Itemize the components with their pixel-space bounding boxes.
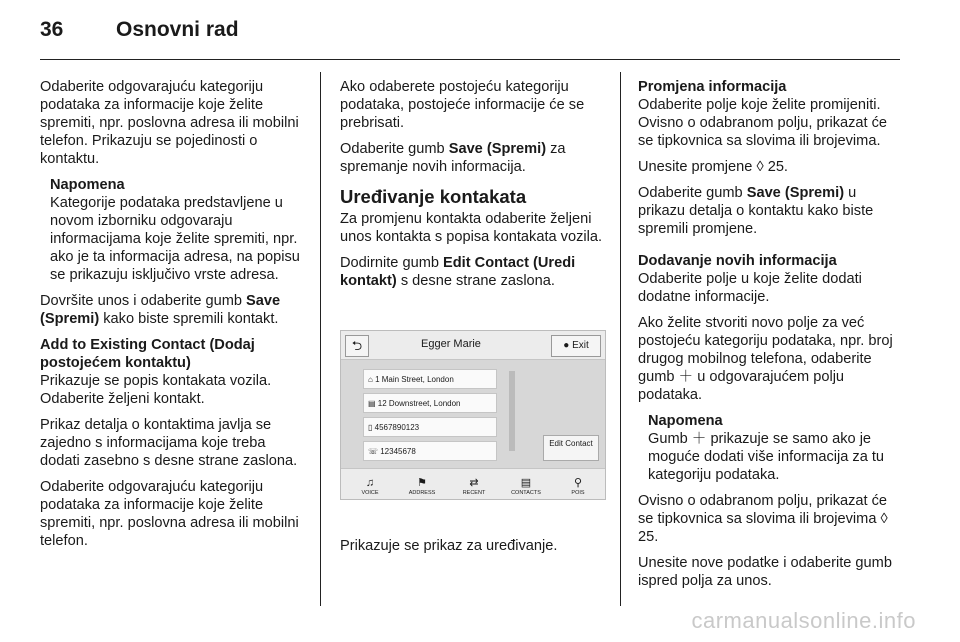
row-label: 12 Downstreet, London [377,399,461,408]
text-run: Dodirnite gumb [340,255,444,271]
contact-row-phone: ☏ 12345678 [363,441,497,461]
recent-icon: ⇄ [469,477,479,489]
exit-label: Exit [572,340,589,351]
page-title: Osnovni rad [116,18,239,41]
note-box [648,412,904,484]
nav-label: VOICE [361,490,379,496]
nav-label: CONTACTS [511,490,541,496]
paragraph [40,292,306,328]
paragraph: Odaberite odgovarajuću kategoriju podataka za informacije koje želite spremiti, npr. poslovna adresa ili mobilni telefon. Prikazuju se pojedinosti o kontaktu. [40,79,299,167]
figure-caption: Prikazuje se prikaz za uređivanje. [340,538,558,554]
note-text: Kategorije podataka predstavljene u novom izborniku odgovaraju informacijama koje želite spremiti, npr. ako je ta informacija adresa, na popisu se prikazuju isključivo vrste adresa. [50,195,300,283]
text-run: Odaberite gumb [638,185,747,201]
column-divider-1 [320,72,321,606]
paragraph [638,184,904,238]
voice-icon: ♫ [365,477,375,489]
column-1 [40,78,306,558]
contact-row-mobile: ▯ 4567890123 [363,417,497,437]
text-run: za spremanje novih informacija. [340,141,566,175]
column-2 [340,78,606,298]
text-run: kako biste spremili kontakt. [99,311,279,327]
paragraph: Prikaz detalja o kontaktima javlja se zajedno s informacijama koje treba dodati zasebno s desne strane zaslona. [40,417,298,469]
screen-top-bar [341,331,605,360]
paragraph: Prikazuje se popis kontakata vozila. Odaberite željeni kontakt. [40,373,272,407]
note-box [50,176,306,284]
poi-icon: ⚲ [573,477,583,489]
text-run: Dovršite unos i odaberite gumb [40,293,247,309]
header-rule [40,59,900,60]
contacts-icon: ▤ [520,477,532,489]
nav-pois [555,477,601,496]
row-label: 1 Main Street, London [375,375,454,384]
text-run: Ovisno o odabranom polju, prikazat će se tipkovnica sa slovima ili brojevima [638,493,888,527]
nav-label: ADDRESS [408,490,436,496]
infotainment-screenshot [340,330,606,500]
paragraph [340,254,606,290]
watermark: carmanualsonline.info [691,608,916,633]
scrollbar [509,371,515,451]
paragraph: Ako odaberete postojeću kategoriju podataka, postojeće informacije će se prebrisati. [340,79,585,131]
paragraph [638,492,904,546]
nav-label: RECENT [462,490,486,496]
screen-nav-bar [341,468,605,499]
note-title: Napomena [50,177,125,193]
paragraph: Odaberite polje u koje želite dodati dodatne informacije. [638,271,862,305]
nav-label: POIS [571,490,585,496]
exit-button: ● Exit [551,335,601,357]
nav-address [399,477,445,496]
row-label: 12345678 [380,447,416,456]
bold-term: Edit Contact (Uredi kontakt) [340,255,576,289]
column-divider-2 [620,72,621,606]
section-title: Uređivanje kontakata [340,186,527,207]
bold-term: Save (Spremi) [40,293,281,327]
row-label: 4567890123 [374,423,420,432]
section-heading: Add to Existing Contact (Dodaj postojećem kontaktu) [40,337,255,371]
nav-recent [451,477,497,496]
contact-row-work-address: ▤ 12 Downstreet, London [363,393,497,413]
text-run: Unesite promjene [638,159,757,175]
paragraph [638,158,904,176]
note-title: Napomena [648,413,723,429]
section-heading: Promjena informacija [638,79,787,95]
nav-contacts [503,477,549,496]
back-arrow-icon: ⮌ [345,335,369,357]
paragraph: Unesite nove podatke i odaberite gumb ispred polja za unos. [638,555,892,589]
edit-contact-button: Edit Contact [543,435,599,461]
page-reference: ◊ 25. [756,159,788,175]
contact-name: Egger Marie [421,338,481,350]
text-run: Odaberite gumb [340,141,449,157]
paragraph: Odaberite polje koje želite promijeniti. Ovisno o odabranom polju, prikazat će se tipkovnica sa slovima ili brojevima. [638,97,888,149]
page-number: 36 [40,18,64,41]
page-reference: ◊ 25. [638,511,888,545]
paragraph: Ako želite stvoriti novo polje za već postojeću kategoriju podataka, npr. broj drugog mobilnog telefona, odaberite gumb ＋ u odgovarajućem polju podataka. [638,315,893,403]
bold-term: Save (Spremi) [746,185,845,201]
paragraph: Odaberite odgovarajuću kategoriju podataka za informacije koje želite spremiti, npr. poslovna adresa ili mobilni telefon. [40,479,299,549]
paragraph [340,140,606,176]
column-3 [638,78,904,598]
bold-term: Save (Spremi) [448,141,547,157]
flag-icon: ⚑ [417,477,427,489]
note-text: Gumb ＋ prikazuje se samo ako je moguće dodati više informacija za tu kategoriju podataka. [648,431,885,483]
section-heading: Dodavanje novih informacija [638,253,837,269]
paragraph: Za promjenu kontakta odaberite željeni unos kontakta s popisa kontakata vozila. [340,211,603,245]
text-run: s desne strane zaslona. [396,273,555,289]
nav-voice [347,477,393,496]
text-run: u prikazu detalja o kontaktu kako biste spremili promjene. [638,185,874,237]
contact-row-home-address: ⌂ 1 Main Street, London [363,369,497,389]
